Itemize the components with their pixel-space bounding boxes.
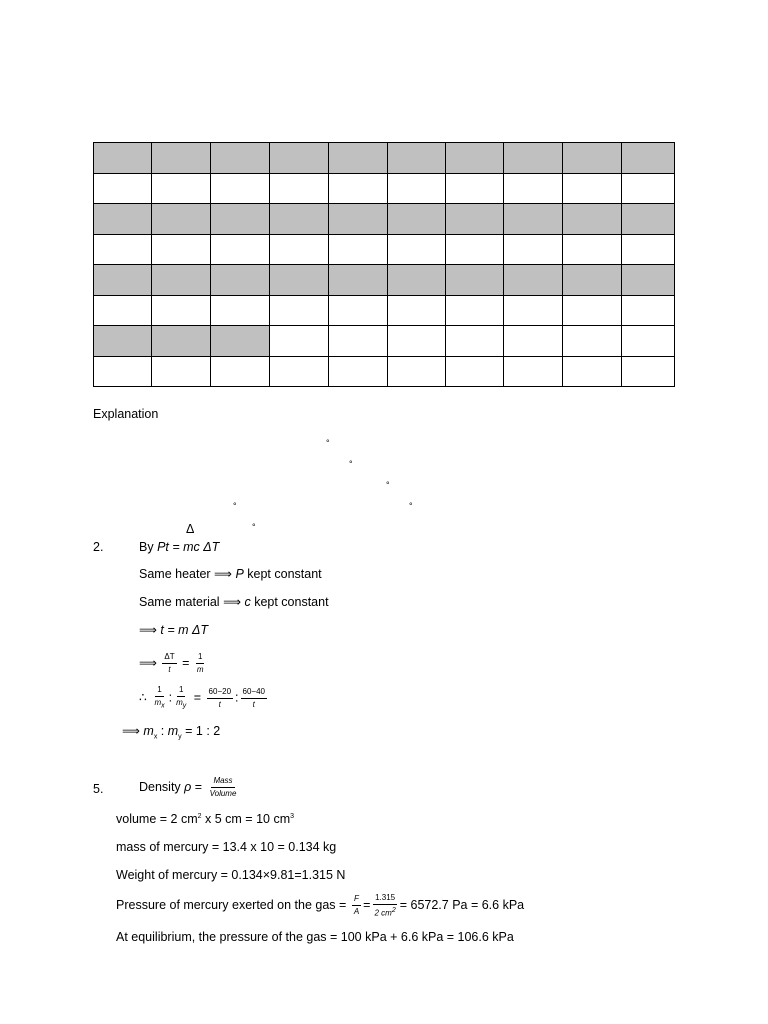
- grid-cell: [211, 173, 270, 204]
- ratio-colon: :: [168, 690, 173, 705]
- fraction: [372, 893, 397, 919]
- grid-row: [94, 356, 675, 387]
- degree-symbol: °: [349, 459, 353, 469]
- subscript: x: [153, 733, 158, 741]
- grid-cell: [94, 295, 152, 326]
- fraction: [195, 652, 206, 675]
- q5-pressure-line: [116, 893, 524, 919]
- q2-line-3-tail: kept constant: [250, 595, 329, 609]
- subscript: y: [178, 733, 182, 741]
- density-label: Density: [139, 779, 185, 794]
- grid-cell: [152, 173, 211, 204]
- superscript: 2: [391, 907, 396, 914]
- grid-cell: [446, 326, 504, 357]
- equals-sign: =: [191, 779, 203, 794]
- fraction-denominator: t: [218, 699, 221, 709]
- degree-symbol: °: [409, 501, 413, 511]
- q5-weight-line: Weight of mercury = 0.134×9.81=1.315 N: [116, 868, 346, 882]
- grid-cell: [94, 143, 152, 174]
- q2-line-2-text: Same heater: [139, 567, 215, 581]
- grid-cell: [94, 204, 152, 235]
- fraction-numerator: 1: [177, 685, 185, 697]
- ratio-colon: :: [157, 724, 168, 738]
- fraction-numerator: 60−40: [241, 687, 267, 699]
- grid-cell: [270, 265, 329, 296]
- fraction-numerator: 1.315: [373, 893, 397, 905]
- grid-row: [94, 234, 675, 265]
- grid-cell: [504, 326, 563, 357]
- equals-sign: =: [182, 655, 190, 670]
- grid-cell: [504, 265, 563, 296]
- fraction-numerator: ΔT: [162, 652, 176, 664]
- grid-cell: [388, 265, 446, 296]
- q2-line-1-equation: Pt = mc ΔT: [157, 540, 220, 554]
- grid-cell: [504, 143, 563, 174]
- subscript: y: [182, 702, 187, 710]
- grid-cell: [504, 234, 563, 265]
- q5-volume-line: [116, 813, 294, 826]
- explanation-heading: Explanation: [93, 407, 159, 421]
- density-symbol: ρ: [184, 779, 192, 794]
- subscript: x: [161, 702, 165, 710]
- fraction-denominator: [372, 905, 397, 919]
- equals-sign: =: [363, 898, 371, 913]
- fraction: [241, 687, 267, 710]
- fraction-denominator: [174, 697, 188, 712]
- grid-cell: [211, 326, 270, 357]
- area-unit: 2 cm: [374, 908, 392, 918]
- grid-cell: [446, 143, 504, 174]
- mass-symbol: m: [167, 724, 179, 738]
- grid-cell: [152, 326, 211, 357]
- pressure-result: = 6572.7 Pa = 6.6 kPa: [399, 898, 525, 913]
- grid-cell: [329, 143, 388, 174]
- q2-line-2: [139, 568, 322, 581]
- grid-row: [94, 326, 675, 357]
- grid-cell: [504, 356, 563, 387]
- grid-cell: [446, 234, 504, 265]
- fraction-numerator: 1: [196, 652, 204, 664]
- delta-symbol: Δ: [186, 522, 195, 536]
- grid-cell: [94, 173, 152, 204]
- fraction-numerator: 1: [155, 685, 163, 697]
- degree-symbol: °: [386, 480, 390, 490]
- q2-result: = 1 : 2: [181, 724, 221, 738]
- fraction-denominator: t: [168, 665, 171, 674]
- grid-cell: [563, 265, 622, 296]
- fraction: [352, 894, 361, 917]
- volume-text-tail: x 5 cm = 10 cm: [201, 812, 291, 827]
- q2-line-1: [139, 541, 219, 554]
- fraction-numerator: 60−20: [207, 687, 233, 699]
- grid-cell: [563, 204, 622, 235]
- superscript: 2: [197, 813, 202, 820]
- therefore-symbol: ∴: [139, 690, 147, 705]
- grid-cell: [622, 173, 675, 204]
- grid-cell: [622, 356, 675, 387]
- grid-cell: [329, 326, 388, 357]
- grid-cell: [152, 265, 211, 296]
- fraction-denominator: A: [353, 907, 360, 917]
- grid-cell: [211, 204, 270, 235]
- grid-cell: [211, 265, 270, 296]
- grid-cell: [94, 326, 152, 357]
- grid-cell: [504, 173, 563, 204]
- mass-symbol: m: [143, 724, 154, 738]
- implies-arrow: ⟹: [223, 595, 241, 609]
- grid-cell: [622, 326, 675, 357]
- grid-cell: [152, 143, 211, 174]
- pressure-text: Pressure of mercury exerted on the gas =: [116, 898, 347, 913]
- fraction-denominator: Volume: [209, 789, 237, 798]
- fraction: [152, 685, 166, 712]
- grid-cell: [563, 326, 622, 357]
- degree-symbol: °: [233, 501, 237, 511]
- q2-line-6: [139, 685, 269, 712]
- fraction: [208, 776, 239, 799]
- grid-cell: [563, 295, 622, 326]
- grid-cell: [563, 234, 622, 265]
- grid-row: [94, 204, 675, 235]
- grid-cell: [270, 173, 329, 204]
- grid-cell: [329, 204, 388, 235]
- grid-cell: [388, 295, 446, 326]
- fraction-numerator: F: [352, 894, 361, 906]
- question-number-5: 5.: [93, 782, 104, 796]
- grid-cell: [152, 204, 211, 235]
- grid-cell: [270, 356, 329, 387]
- grid-cell: [270, 204, 329, 235]
- grid-cell: [270, 295, 329, 326]
- q5-density-line: [139, 776, 240, 799]
- grid-cell: [94, 356, 152, 387]
- fraction-denominator: t: [252, 699, 255, 709]
- grid-cell: [329, 234, 388, 265]
- grid-cell: [211, 356, 270, 387]
- answer-grid-body: [94, 143, 675, 387]
- grid-cell: [211, 295, 270, 326]
- grid-cell: [94, 265, 152, 296]
- equals-sign: =: [193, 690, 202, 705]
- grid-cell: [211, 234, 270, 265]
- grid-cell: [94, 234, 152, 265]
- q2-line-7: [122, 725, 220, 741]
- grid-cell: [388, 143, 446, 174]
- grid-cell: [446, 356, 504, 387]
- q2-line-3-text: Same material: [139, 595, 224, 609]
- grid-cell: [388, 326, 446, 357]
- grid-cell: [329, 265, 388, 296]
- grid-cell: [504, 204, 563, 235]
- grid-cell: [446, 204, 504, 235]
- grid-cell: [211, 143, 270, 174]
- grid-cell: [270, 326, 329, 357]
- grid-cell: [270, 143, 329, 174]
- q2-line-1-prefix: By: [139, 540, 158, 554]
- grid-cell: [504, 295, 563, 326]
- mass-symbol: m: [176, 698, 183, 707]
- mass-symbol: m: [154, 698, 162, 707]
- q5-equilibrium-line: At equilibrium, the pressure of the gas = 100 kPa + 6.6 kPa = 106.6 kPa: [116, 930, 514, 944]
- ratio-colon: :: [235, 690, 239, 705]
- grid-cell: [622, 265, 675, 296]
- grid-cell: [152, 295, 211, 326]
- q2-line-2-variable: P: [235, 567, 244, 581]
- fraction-denominator: [152, 697, 166, 712]
- fraction: [174, 685, 188, 712]
- fraction-denominator: m: [196, 665, 204, 674]
- grid-row: [94, 173, 675, 204]
- grid-cell: [388, 173, 446, 204]
- grid-cell: [388, 234, 446, 265]
- fraction: [162, 652, 176, 675]
- fraction: [207, 687, 233, 710]
- q2-line-3-variable: c: [244, 595, 251, 609]
- grid-cell: [329, 356, 388, 387]
- implies-arrow: ⟹: [139, 655, 157, 670]
- grid-cell: [270, 234, 329, 265]
- q5-mass-line: mass of mercury = 13.4 x 10 = 0.134 kg: [116, 840, 337, 854]
- grid-cell: [563, 356, 622, 387]
- grid-cell: [446, 265, 504, 296]
- grid-cell: [622, 204, 675, 235]
- grid-cell: [446, 173, 504, 204]
- grid-cell: [329, 173, 388, 204]
- grid-cell: [622, 234, 675, 265]
- q2-line-3: [139, 596, 329, 609]
- superscript: 3: [290, 813, 295, 820]
- grid-cell: [446, 295, 504, 326]
- grid-cell: [152, 234, 211, 265]
- grid-row: [94, 295, 675, 326]
- degree-symbol: °: [252, 522, 256, 532]
- q2-line-4-equation: t = m ΔT: [160, 623, 209, 637]
- answer-grid: [93, 142, 675, 387]
- grid-cell: [388, 356, 446, 387]
- grid-row: [94, 143, 675, 174]
- grid-cell: [622, 143, 675, 174]
- q2-line-2-tail: kept constant: [243, 567, 322, 581]
- volume-text: volume = 2 cm: [116, 812, 198, 827]
- q2-line-4: [139, 624, 208, 637]
- implies-arrow: ⟹: [214, 567, 232, 581]
- implies-arrow: ⟹: [139, 623, 157, 637]
- degree-symbol: °: [326, 438, 330, 448]
- question-number-2: 2.: [93, 540, 104, 554]
- grid-row: [94, 265, 675, 296]
- implies-arrow: ⟹: [122, 724, 140, 738]
- grid-cell: [152, 356, 211, 387]
- grid-cell: [563, 143, 622, 174]
- grid-cell: [622, 295, 675, 326]
- grid-cell: [329, 295, 388, 326]
- fraction-numerator: Mass: [211, 776, 234, 788]
- q2-line-5: [139, 652, 208, 675]
- grid-cell: [388, 204, 446, 235]
- grid-cell: [563, 173, 622, 204]
